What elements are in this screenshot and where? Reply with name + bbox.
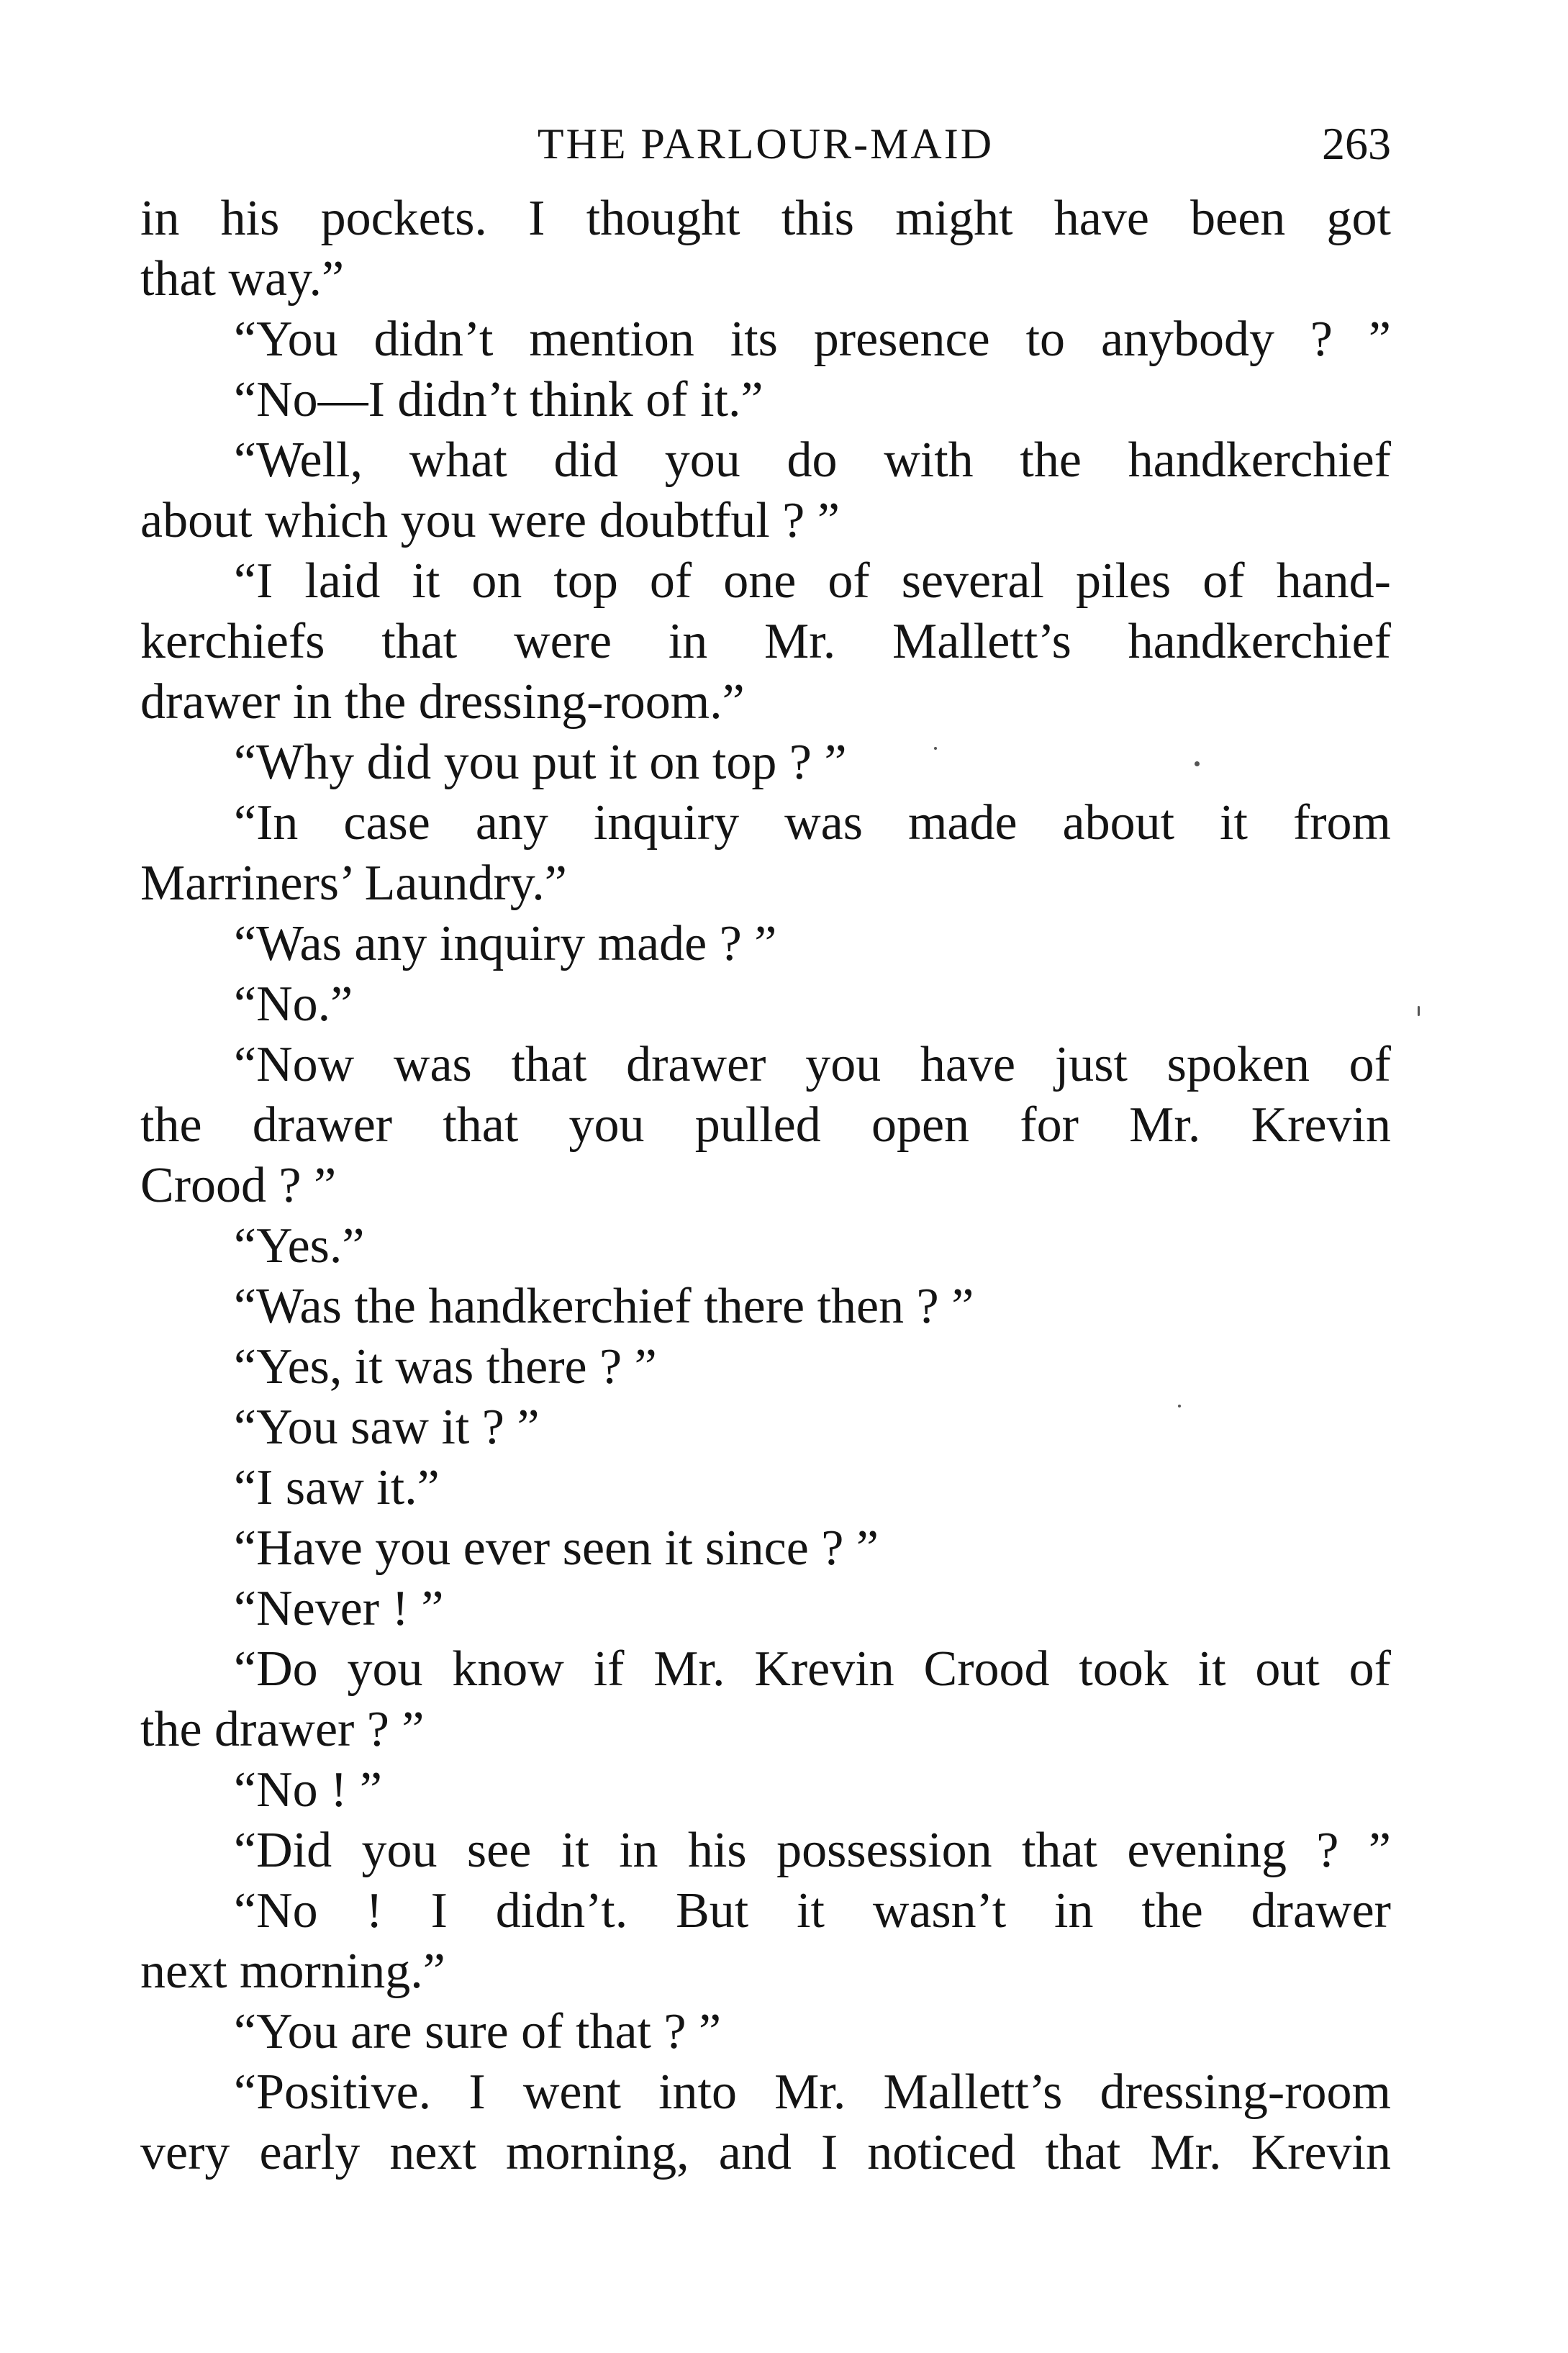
text-line: “You are sure of that ? ”: [234, 2004, 722, 2059]
text-line: about which you were doubtful ? ”: [140, 493, 840, 548]
text-line: Crood ? ”: [140, 1158, 337, 1213]
text-line: Marriners’ Laundry.”: [140, 856, 567, 911]
print-speck: [934, 747, 937, 750]
text-line: “You didn’t mention its presence to anybody ? ”: [234, 312, 1391, 367]
text-line: “Was any inquiry made ? ”: [234, 916, 777, 971]
text-line: “Positive. I went into Mr. Mallett’s dressing-room: [234, 2064, 1391, 2120]
text-line: “Never ! ”: [234, 1581, 444, 1636]
text-line: kerchiefs that were in Mr. Mallett’s handkerchief: [140, 614, 1391, 669]
print-speck: [1195, 761, 1200, 766]
page-number: 263: [1322, 118, 1391, 169]
text-line: “Yes.”: [234, 1218, 365, 1274]
print-speck: [1418, 1006, 1420, 1016]
text-line: next morning.”: [140, 1944, 445, 1999]
text-line: very early next morning, and I noticed that Mr. Krevin: [140, 2125, 1391, 2180]
text-line: “I laid it on top of one of several piles of hand-: [234, 553, 1391, 609]
text-line: “No ! ”: [234, 1762, 383, 1818]
body-text: [140, 189, 1391, 2183]
text-line: “Why did you put it on top ? ”: [234, 735, 847, 790]
print-speck: [1178, 1405, 1181, 1407]
text-line: “In case any inquiry was made about it from: [234, 795, 1391, 851]
text-line: “Did you see it in his possession that evening ? ”: [234, 1823, 1391, 1878]
text-line: that way.”: [140, 251, 345, 307]
text-line: the drawer ? ”: [140, 1702, 425, 1757]
text-line: “Was the handkerchief there then ? ”: [234, 1279, 974, 1334]
text-line: “No—I didn’t think of it.”: [234, 372, 763, 427]
text-line: drawer in the dressing-room.”: [140, 674, 745, 730]
page-header: [140, 115, 1391, 173]
text-line: “Well, what did you do with the handkerchief: [234, 432, 1391, 488]
text-line: the drawer that you pulled open for Mr. Krevin: [140, 1097, 1391, 1153]
text-line: “I saw it.”: [234, 1460, 440, 1515]
text-line: “Yes, it was there ? ”: [234, 1339, 657, 1395]
text-line: in his pockets. I thought this might have been got: [140, 191, 1391, 246]
text-line: “Do you know if Mr. Krevin Crood took it out of: [234, 1641, 1391, 1697]
text-line: “No.”: [234, 976, 353, 1032]
text-line: “Have you ever seen it since ? ”: [234, 1520, 879, 1576]
running-title: THE PARLOUR-MAID: [537, 120, 994, 168]
text-line: “You saw it ? ”: [234, 1400, 540, 1455]
text-line: “Now was that drawer you have just spoken of: [234, 1037, 1391, 1092]
text-line: “No ! I didn’t. But it wasn’t in the drawer: [234, 1883, 1391, 1939]
